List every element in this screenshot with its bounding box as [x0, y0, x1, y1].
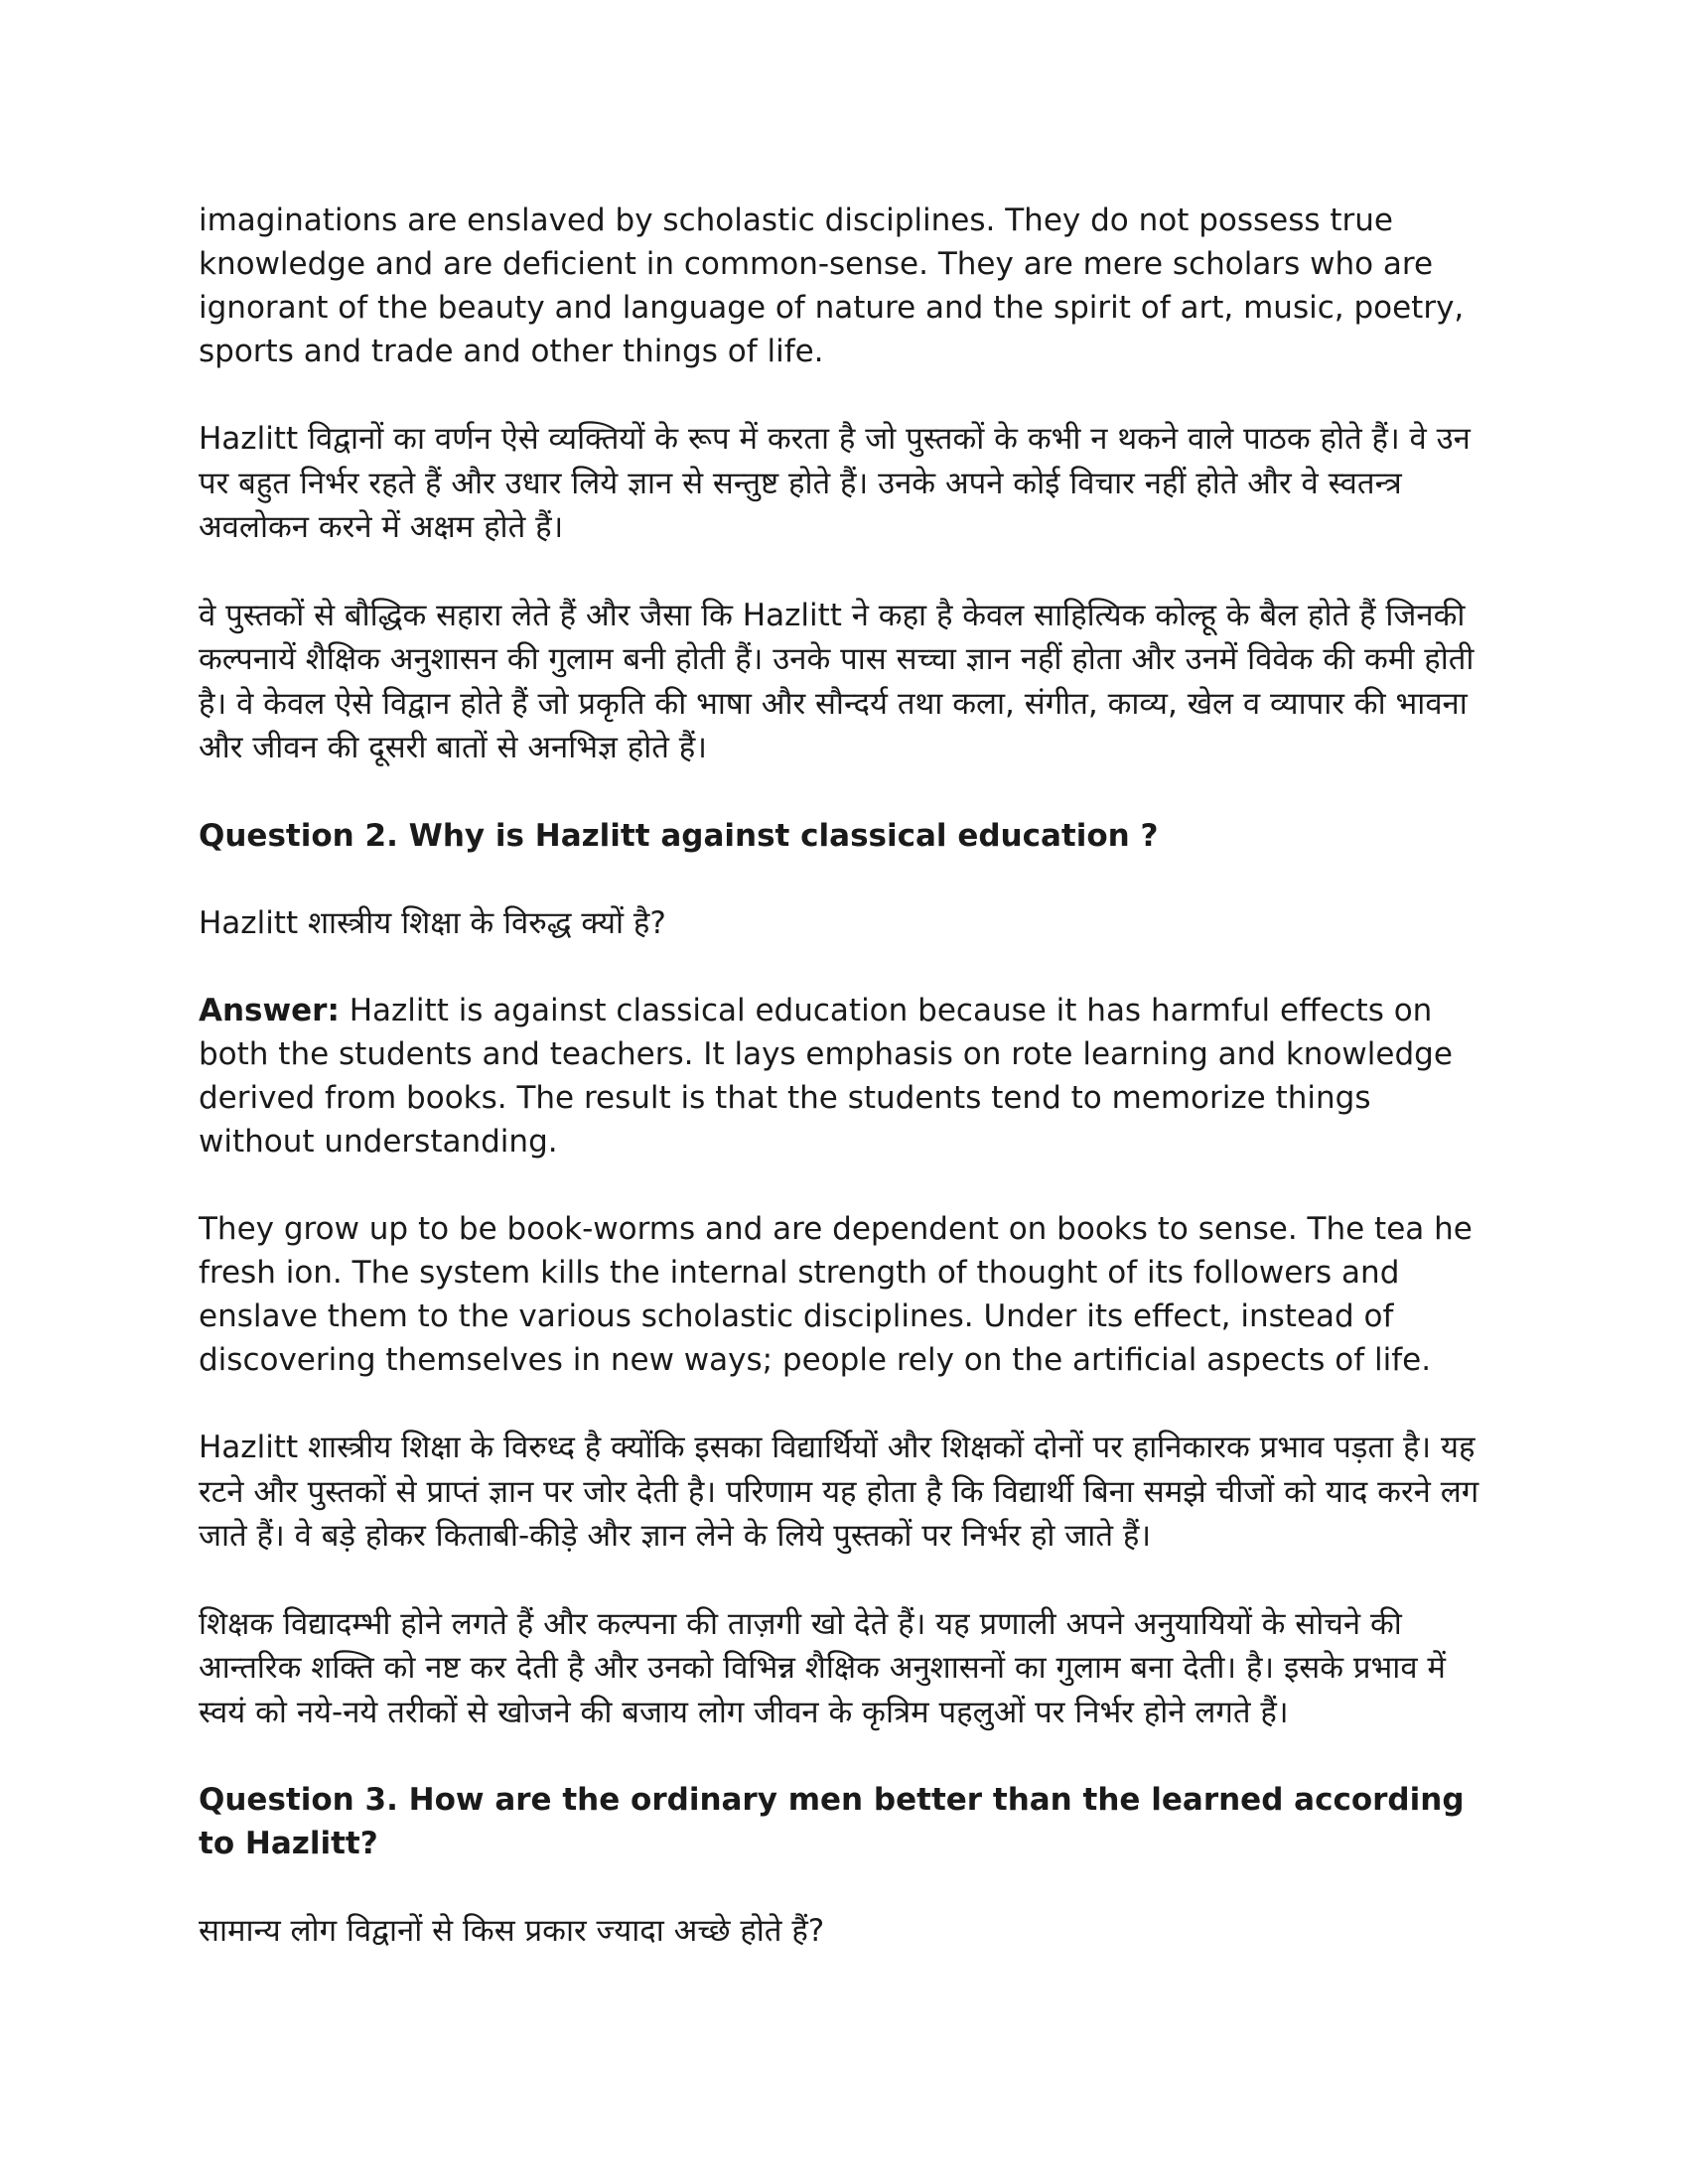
question-2-heading: Question 2. Why is Hazlitt against classical education ? [199, 817, 1159, 854]
question-3-heading: Question 3. How are the ordinary men better than the learned according to Hazlitt? [199, 1782, 1465, 1861]
question-3-hindi: सामान्य लोग विद्वानों से किस प्रकार ज्यादा अच्छे होते हैं? [199, 1913, 825, 1949]
answer-label: Answer: [199, 993, 340, 1028]
answer-2-paragraph [199, 989, 1489, 1163]
answer-2-text: Hazlitt is against classical education because it has harmful effects on both the students and teachers. It lays emphasis on rote learning and knowledge derived from books. The result is that the students tend to memorize things without understanding. [199, 993, 1453, 1160]
document-page [199, 199, 1489, 1997]
paragraph-scholars-hi-1: Hazlitt विद्वानों का वर्णन ऐसे व्यक्तियों के रूप में करता है जो पुस्तकों के कभी न थकने वाले पाठक होते हैं। वे उन पर बहुत निर्भर रहते हैं और उधार लिये ज्ञान से सन्तुष्ट होते हैं। उनके अपने कोई विचार नहीं होते और वे स्वतन्त्र अवलोकन करने में अक्षम होते हैं। [199, 421, 1471, 545]
question-2-hindi: Hazlitt शास्त्रीय शिक्षा के विरुद्ध क्यों है? [199, 904, 666, 941]
paragraph-scholars-hi-2: वे पुस्तकों से बौद्धिक सहारा लेते हैं और जैसा कि Hazlitt ने कहा है केवल साहित्यिक कोल्हू के बैल होते हैं जिनकी कल्पनायें शैक्षिक अनुशासन की गुलाम बनी होती हैं। उनके पास सच्चा ज्ञान नहीं होता और उनमें विवेक की कमी होती है। वे केवल ऐसे विद्वान होते हैं जो प्रकृति की भाषा और सौन्दर्य तथा कला, संगीत, काव्य, खेल व व्यापार की भावना और जीवन की दूसरी बातों से अनभिज्ञ होते हैं। [199, 597, 1475, 765]
answer-2-hindi-1: Hazlitt शास्त्रीय शिक्षा के विरुध्द है क्योंकि इसका विद्यार्थियों और शिक्षकों दोनों पर हानिकारक प्रभाव पड़ता है। यह रटने और पुस्तकों से प्राप्तं ज्ञान पर जोर देती है। परिणाम यह होता है कि विद्यार्थी बिना समझे चीजों को याद करने लग जाते हैं। वे बड़े होकर किताबी-कीड़े और ज्ञान लेने के लिये पुस्तकों पर निर्भर हो जाते हैं। [199, 1430, 1479, 1554]
answer-2-hindi-2: शिक्षक विद्यादम्भी होने लगते हैं और कल्पना की ताज़गी खो देते हैं। यह प्रणाली अपने अनुयायियों के सोचने की आन्तरिक शक्ति को नष्ट कर देती है और उनको विभिन्न शैक्षिक अनुशासनों का गुलाम बना देती। है। इसके प्रभाव में स्वयं को नये-नये तरीकों से खोजने की बजाय लोग जीवन के कृत्रिम पहलुओं पर निर्भर होने लगते हैं। [199, 1605, 1446, 1730]
answer-2-paragraph-2: They grow up to be book-worms and are dependent on books to sense. The tea he fresh ion. The system kills the internal strength of thought of its followers and enslave them to the various scholastic disciplines. Under its effect, instead of discovering themselves in new ways; people rely on the artificial aspects of life. [199, 1211, 1473, 1378]
paragraph-scholars-en: imaginations are enslaved by scholastic disciplines. They do not possess true knowledge and are deficient in common-sense. They are mere scholars who are ignorant of the beauty and language of nature and the spirit of art, music, poetry, sports and trade and other things of life. [199, 203, 1465, 369]
